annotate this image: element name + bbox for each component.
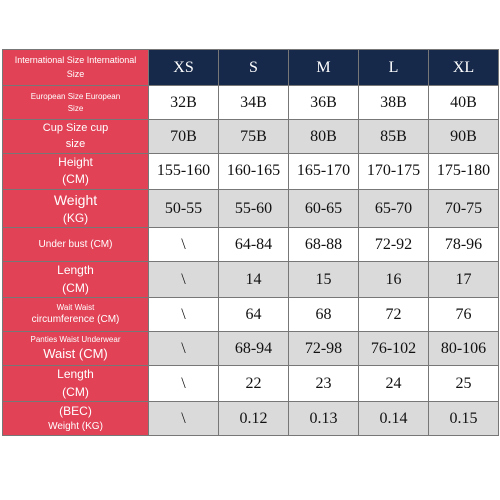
weight-value-m: 60-65: [289, 189, 359, 228]
panty-length-value-s: 22: [219, 366, 289, 402]
underwear-waist-value-l: 76-102: [359, 332, 429, 366]
underwear-waist-row: [3, 332, 499, 366]
european-size-value-m: 36B: [289, 86, 359, 120]
under-bust-value-xl: 78-96: [429, 228, 499, 262]
waist-circumference-row: [3, 298, 499, 332]
label-line-1: International Size International: [14, 55, 137, 66]
weight-value-l: 65-70: [359, 189, 429, 228]
panty-length-value-xs: \: [149, 366, 219, 402]
height-value-s: 160-165: [219, 154, 289, 190]
label-line-1: Panties Waist Underwear: [30, 334, 121, 344]
cup-size-row: [3, 120, 499, 154]
underwear-waist-value-s: 68-94: [219, 332, 289, 366]
label-line-2: (CM): [62, 172, 89, 187]
bra-length-row: [3, 262, 499, 298]
size-xs-header: XS: [149, 50, 219, 86]
height-value-l: 170-175: [359, 154, 429, 190]
height-row: [3, 154, 499, 190]
header-row: [3, 50, 499, 86]
under-bust-value-xs: \: [149, 228, 219, 262]
bra-length-value-l: 16: [359, 262, 429, 298]
label-line-2: circumference (CM): [31, 314, 120, 326]
label-line-2: Size: [66, 68, 85, 79]
label-line-2: (CM): [62, 280, 89, 295]
underwear-waist-value-xl: 80-106: [429, 332, 499, 366]
height-value-m: 165-170: [289, 154, 359, 190]
european-size-row: [3, 86, 499, 120]
waist-circumference-value-xs: \: [149, 298, 219, 332]
panty-length-value-xl: 25: [429, 366, 499, 402]
weight-bec-label: [3, 402, 149, 436]
european-size-value-s: 34B: [219, 86, 289, 120]
under-bust-value-l: 72-92: [359, 228, 429, 262]
weight-bec-value-s: 0.12: [219, 402, 289, 436]
size-l-header: L: [359, 50, 429, 86]
cup-size-value-m: 80B: [289, 120, 359, 154]
size-chart-table: [2, 49, 499, 436]
underwear-waist-value-xs: \: [149, 332, 219, 366]
label-line-1: Under bust (CM): [38, 238, 113, 250]
height-value-xs: 155-160: [149, 154, 219, 190]
label-line-1: Height: [58, 155, 93, 169]
label-line-1: Weight: [53, 191, 98, 208]
bra-length-value-s: 14: [219, 262, 289, 298]
height-value-xl: 175-180: [429, 154, 499, 190]
under-bust-value-s: 64-84: [219, 228, 289, 262]
label-line-1: Cup Size cup: [42, 121, 109, 134]
weight-bec-value-m: 0.13: [289, 402, 359, 436]
weight-bec-value-xs: \: [149, 402, 219, 436]
cup-size-label: [3, 120, 149, 154]
label-line-2: (KG): [62, 211, 89, 226]
cup-size-value-xs: 70B: [149, 120, 219, 154]
european-size-value-xs: 32B: [149, 86, 219, 120]
under-bust-row: [3, 228, 499, 262]
label-line-1: European Size European: [30, 91, 121, 101]
label-line-1: Length: [57, 367, 94, 382]
label-line-2: (CM): [62, 384, 89, 399]
european-size-value-l: 38B: [359, 86, 429, 120]
size-m-header: M: [289, 50, 359, 86]
panty-length-value-m: 23: [289, 366, 359, 402]
weight-label: [3, 189, 149, 228]
weight-bec-value-xl: 0.15: [429, 402, 499, 436]
waist-circumference-value-s: 64: [219, 298, 289, 332]
panty-length-row: [3, 366, 499, 402]
weight-value-xs: 50-55: [149, 189, 219, 228]
weight-value-s: 55-60: [219, 189, 289, 228]
label-line-1: Wait Waist: [56, 302, 95, 312]
weight-bec-row: [3, 402, 499, 436]
under-bust-value-m: 68-88: [289, 228, 359, 262]
panty-length-label: [3, 366, 149, 402]
waist-circumference-value-m: 68: [289, 298, 359, 332]
height-label: [3, 154, 149, 190]
weight-row: [3, 189, 499, 228]
cup-size-value-l: 85B: [359, 120, 429, 154]
waist-circumference-label: [3, 298, 149, 332]
underwear-waist-value-m: 72-98: [289, 332, 359, 366]
label-line-1: (BEC): [59, 403, 92, 418]
size-xl-header: XL: [429, 50, 499, 86]
label-line-2: size: [65, 137, 86, 150]
under-bust-label: [3, 228, 149, 262]
international-size-label: [3, 50, 149, 86]
label-line-2: Weight (KG): [48, 420, 103, 432]
waist-circumference-value-l: 72: [359, 298, 429, 332]
label-line-1: Length: [57, 263, 94, 278]
panty-length-value-l: 24: [359, 366, 429, 402]
bra-length-value-m: 15: [289, 262, 359, 298]
label-line-2: Size: [67, 103, 84, 113]
weight-value-xl: 70-75: [429, 189, 499, 228]
cup-size-value-xl: 90B: [429, 120, 499, 154]
bra-length-label: [3, 262, 149, 298]
size-s-header: S: [219, 50, 289, 86]
label-line-2: Waist (CM): [43, 346, 108, 362]
weight-bec-value-l: 0.14: [359, 402, 429, 436]
cup-size-value-s: 75B: [219, 120, 289, 154]
underwear-waist-label: [3, 332, 149, 366]
waist-circumference-value-xl: 76: [429, 298, 499, 332]
european-size-label: [3, 86, 149, 120]
bra-length-value-xs: \: [149, 262, 219, 298]
european-size-value-xl: 40B: [429, 86, 499, 120]
bra-length-value-xl: 17: [429, 262, 499, 298]
